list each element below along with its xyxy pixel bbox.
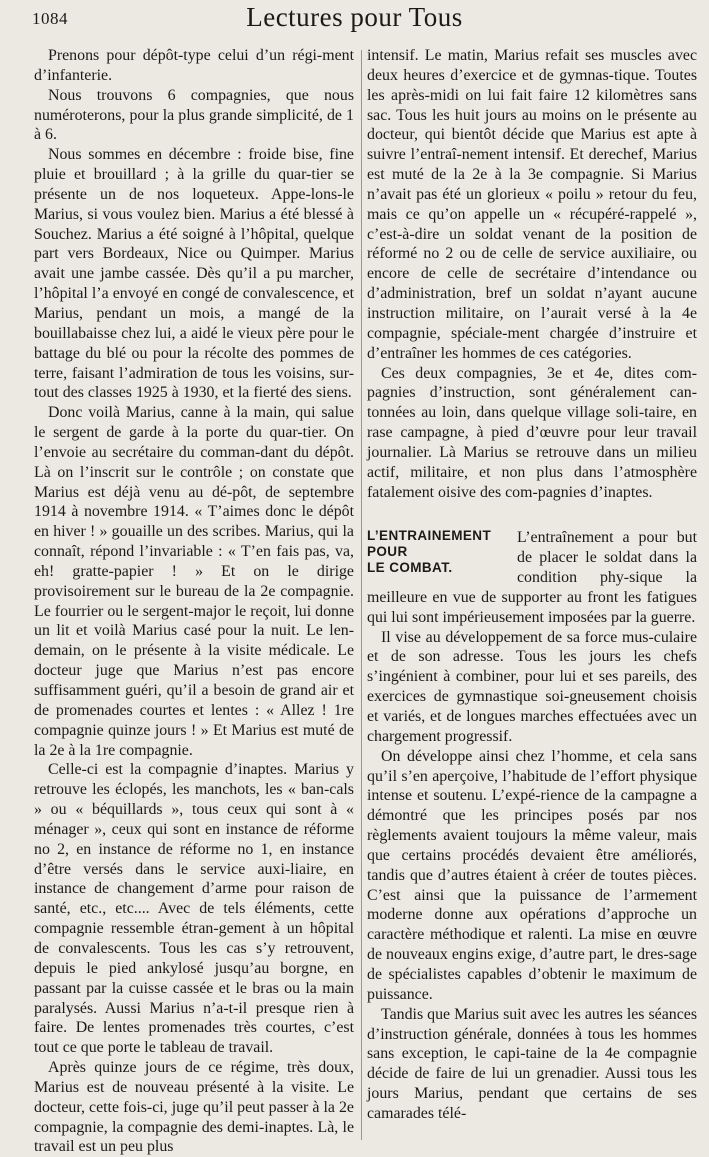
paragraph: Prenons pour dépôt-type celui d’un régi-ment d’infanterie. (34, 47, 354, 84)
paragraph: Celle-ci est la compagnie d’inaptes. Marius y retrouve les éclopés, les manchots, les « ban-cals » ou « béquillards », tous ceux qui sont à « ménager », ceux qui sont en instance de réforme no 2, en instance de réforme no 1, en instance d’être versés dans le service auxi-liaire, en instance de changement d’arme pour raison de santé, etc., etc.... Avec de tels éléments, cette compagnie ressemble étran-gement à un hôpital de convalescents. Tous les cas s’y retrouvent, depuis le pied ankylosé jusqu’au borgne, en passant par la cuisse cassée et le bras ou la main paralysés. Aussi Marius n’a-t-il presque rien à faire. De lentes promenades très courtes, c’est tout ce que porte le tableau de travail. (34, 761, 354, 1057)
running-title: Lectures pour Tous (246, 2, 463, 32)
paragraph: L’entraînement a pour but de placer le soldat dans la condition phy-sique la meilleure en vue de supporter au front les fatigues qui lui sont impérieusement imposées par la guerre. (367, 529, 697, 626)
page-number: 1084 (32, 9, 68, 28)
section-heading-line: L’ENTRAINEMENT (367, 528, 492, 544)
paragraph: On développe ainsi chez l’homme, et cela sans qu’il s’en aperçoive, l’habitude de l’effort physique intense et soutenu. L’expé-rience de la campagne a démontré que les principes posés par nos règlements avaient toujours la même valeur, mais que certains procédés devaient être améliorés, tandis que d’autres étaient à créer de toutes pièces. C’est ainsi que la puissance de l’armement moderne donne aux opérations d’approche un caractère méthodique et ralenti. La mise en œuvre de nouveaux engins exige, d’autre part, le dres-sage de spécialistes capables d’obtenir le maximum de puissance. (367, 747, 697, 1003)
paragraph: Nous trouvons 6 compagnies, que nous numéroterons, pour la plus grande simplicité, de 1 à 6. (34, 86, 354, 144)
paragraph: Après quinze jours de ce régime, très doux, Marius est de nouveau présenté à la visite. Le docteur, cette fois-ci, juge qu’il peut passer à la 2e compagnie, la compagnie des demi-inaptes. Là, le travail est un peu plus (34, 1059, 354, 1156)
column-divider (361, 50, 362, 1140)
page-header (0, 0, 709, 40)
paragraph: Ces deux compagnies, 3e et 4e, dites com-pagnies d’instruction, sont généralement can-tonnées au loin, dans quelque village soli-taire, en rase campagne, à pied d’œuvre pour leur travail journalier. Là Marius se retrouve dans un milieu actif, militaire, et non plus dans l’atmosphère fatalement oisive des com-pagnies d’inaptes. (367, 364, 697, 501)
section-block (367, 528, 697, 627)
paragraph: Tandis que Marius suit avec les autres les séances d’instruction générale, données à tous les hommes sans exception, le capi-taine de la 4e compagnie décide de faire de lui un grenadier. Aussi tous les jours Marius, pendant que certains de ses camarades télé- (367, 1005, 697, 1122)
section-heading (367, 528, 507, 576)
paragraph: intensif. Le matin, Marius refait ses muscles avec deux heures d’exercice et de gymnas-tique. Toutes les après-midi on lui fait faire 12 kilomètres sans sac. Tous les huit jours au moins on le présente au docteur, qui bientôt décide que Marius est apte à suivre l’entraî-nement intensif. Et derechef, Marius est muté de la 2e à la 3e compagnie. Si Marius n’avait pas été un glorieux « poilu » retour du feu, mais ce qu’on appelle un « récupéré-rappelé », c’est-à-dire un soldat venant de la position de réformé no 2 ou de celle de service auxiliaire, ou encore de celle de secrétaire d’intendance ou d’administration, bref un soldat n’ayant aucune instruction militaire, on l’aurait versé à la 4e compagnie, spéciale-ment chargée d’instruire et d’entraîner les hommes de ces catégories. (367, 47, 697, 362)
paragraph: Nous sommes en décembre : froide bise, fine pluie et brouillard ; à la grille du quar-tier se présente un de nos loqueteux. Appe-lons-le Marius, si vous voulez bien. Marius a été blessé à Souchez. Marius a été soigné à l’hôpital, quelque part vers Bordeaux, Nice ou Quimper. Marius avait une jambe cassée. Dès qu’il a pu marcher, l’hôpital l’a envoyé en congé de convalescence, et Marius, pendant un mois, a mangé de la bouillabaisse chez lui, a aidé le vieux père pour le battage du blé ou pour la récolte des pommes de terre, faisant l’admiration de tous les voisins, sur-tout des classes 1925 à 1930, et la fierté des siens. (34, 146, 354, 402)
left-column (34, 46, 354, 1156)
section-heading-line: LE COMBAT. (367, 560, 453, 576)
paragraph: Donc voilà Marius, canne à la main, qui salue le sergent de garde à la porte du quar-tier. On l’envoie au secrétaire du comman-dant du dépôt. Là on l’inscrit sur le contrôle ; on constate que Marius est déjà venu au dé-pôt, de septembre 1914 à novembre 1914. « T’aimes donc le dépôt en hiver ! » gouaille un des scribes. Marius, qui la connaît, répond l’invariable : « T’en fais pas, va, eh! gratte-papier ! » Et on le dirige provisoirement sur le bureau de la 2e compagnie. Le fourrier ou le sergent-major le reçoit, lui donne un lit et voilà Marius casé pour la nuit. Le len-demain, on le présente à la visite médicale. Le docteur juge que Marius n’est pas encore suffisamment guéri, qu’il a besoin de grand air et de promenades courtes et lentes : « Allez ! 1re compagnie quinze jours ! » Et Marius est muté de la 2e à la 1re compagnie. (34, 404, 354, 759)
section-heading-line: POUR (367, 544, 408, 560)
paragraph: Il vise au développement de sa force mus-culaire et de son adresse. Tous les jours les chefs s’ingénient à combiner, pour lui et ses pareils, des exercices de gymnastique soi-gneusement choisis et variés, et de longues marches effectuées avec un chargement progressif. (367, 628, 697, 745)
article-columns (34, 46, 698, 1156)
right-column (367, 46, 697, 1141)
